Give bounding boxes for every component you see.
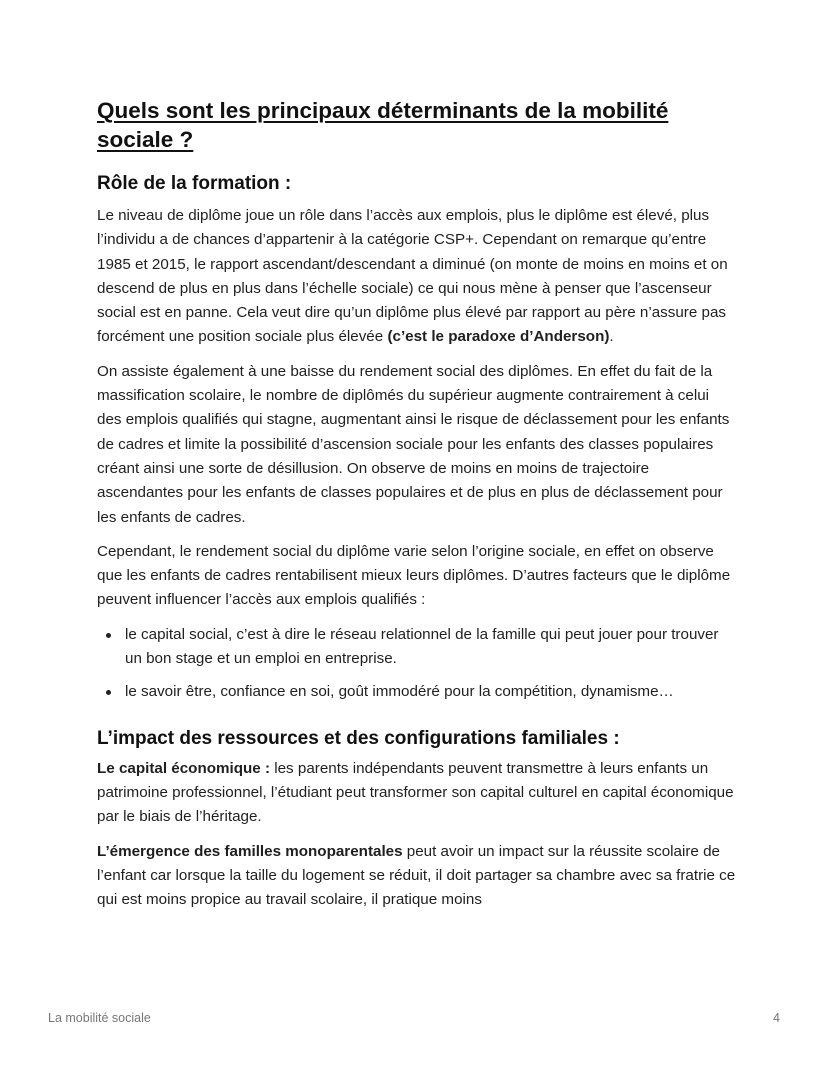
- page-title: [97, 96, 737, 154]
- paragraph: [97, 840, 737, 913]
- paragraph-text: peut avoir un impact sur la réussite scolaire de l’enfant car lorsque la taille du logement se réduit, il doit partager sa chambre avec sa fratrie ce qui est moins propice au travail scolaire, il pratique moins: [97, 842, 736, 909]
- list-item-text: le savoir être, confiance en soi, goût immodéré pour la compétition, dynamisme…: [125, 683, 674, 701]
- paragraph-end: .: [609, 328, 614, 346]
- bullet-icon: [106, 633, 111, 638]
- footer-page-number: 4: [773, 1011, 780, 1025]
- page-title-text: Quels sont les principaux déterminants de la mobilité sociale ?: [97, 98, 669, 152]
- list-item: [125, 623, 737, 672]
- list-item-text: le capital social, c’est à dire le réseau relationnel de la famille qui peut jouer pour trouver un bon stage et un emploi en entreprise.: [125, 625, 719, 668]
- paragraph: Cependant, le rendement social du diplôme varie selon l’origine sociale, en effet on observe que les enfants de cadres rentabilisent mieux leurs diplômes. D’autres facteurs que le diplôme peuvent influencer l’accès aux emplois qualifiés :: [97, 542, 731, 609]
- paragraph: [97, 204, 737, 350]
- section-heading-formation: Rôle de la formation :: [97, 173, 292, 194]
- paragraph-bold-text: (c’est le paradoxe d’Anderson): [387, 328, 610, 346]
- section-heading-famille: L’impact des ressources et des configurations familiales :: [97, 727, 620, 749]
- paragraph-text: Le niveau de diplôme joue un rôle dans l’accès aux emplois, plus le diplôme est élevé, plus l’individu a de chances d’appartenir à la catégorie CSP+. Cependant on remarque qu’entre 1985 et 2015, le rapport ascendant/descendant a diminué (on monte de moins en moins et on descend de plus en plus dans l’échelle sociale) ce qui nous mène à penser que l’ascenseur social est en panne. Cela veut dire qu’un diplôme plus élevé par rapport au père n’assure pas forcément une position sociale plus élevée: [97, 207, 728, 346]
- paragraph-text: les parents indépendants peuvent transmettre à leurs enfants un patrimoine professionnel, l’étudiant peut transformer son capital culturel en capital économique par le biais de l’héritage.: [97, 759, 734, 826]
- footer-doc-title: La mobilité sociale: [48, 1011, 151, 1025]
- page-content: [97, 96, 737, 922]
- paragraph-bold-text: Le capital économique :: [97, 759, 271, 777]
- paragraph: [97, 757, 737, 830]
- paragraph: On assiste également à une baisse du rendement social des diplômes. En effet du fait de la massification scolaire, le nombre de diplômés du supérieur augmente contrairement à celui des emplois qualifiés qui stagne, augmentant ainsi le risque de déclassement pour les enfants de cadres et limite la possibilité d’ascension sociale pour les enfants des classes populaires créant ainsi une sorte de désillusion. On observe de moins en moins de trajectoire ascendantes pour les enfants de classes populaires et de plus en plus de déclassement pour les enfants de cadres.: [97, 362, 730, 526]
- list-item: [125, 680, 737, 704]
- paragraph-bold-text: L’émergence des familles monoparentales: [97, 842, 403, 860]
- bullet-icon: [106, 690, 111, 695]
- bullet-list: [97, 623, 737, 705]
